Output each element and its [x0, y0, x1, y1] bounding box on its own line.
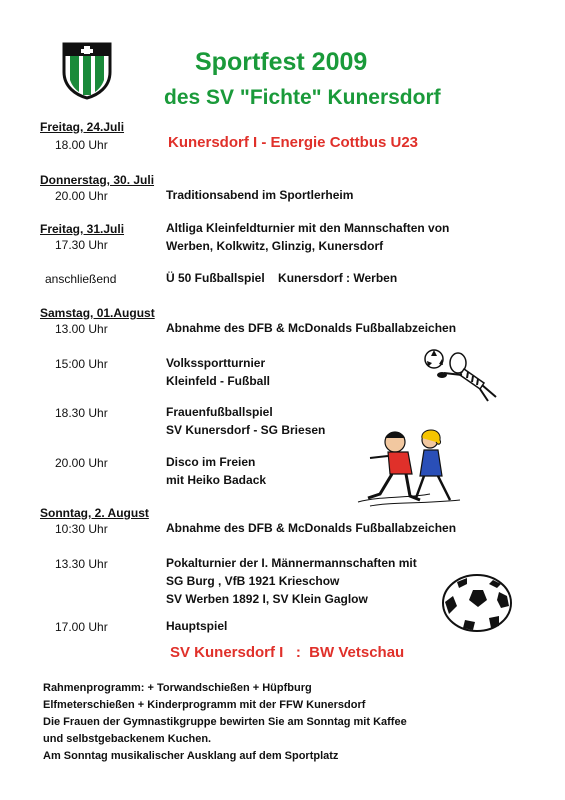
event-time: 18.00 Uhr	[55, 138, 108, 152]
event-text: Altliga Kleinfeldturnier mit den Mannschaften von Werben, Kolkwitz, Glinzig, Kunersdorf	[166, 221, 450, 253]
event-text: Volkssportturnier Kleinfeld - Fußball	[166, 356, 270, 388]
event-time: 13.30 Uhr	[55, 557, 108, 571]
soccer-ball-illustration	[437, 572, 515, 634]
day-heading: Donnerstag, 30. Juli	[40, 173, 155, 187]
club-crest-logo	[62, 42, 112, 100]
footer-notes: Rahmenprogramm: + Torwandschießen + Hüpfburg Elfmeterschießen + Kinderprogramm mit der FFW Kunersdorf Die Frauen der Gymnastikgruppe bewirten Sie am Sonntag mit Kaffee und selbstgebackenem Kuchen. Am Sonntag musikalischer Ausklang auf dem Sportplatz	[43, 682, 407, 762]
event-highlight: Kunersdorf I - Energie Cottbus U23	[168, 134, 419, 151]
event-highlight: SV Kunersdorf I : BW Vetschau	[170, 644, 405, 661]
page-title: Sportfest 2009	[195, 48, 368, 76]
event-text: Traditionsabend im Sportlerheim	[166, 188, 354, 202]
event-text: Pokalturnier der I. Männermannschaften mit SG Burg , VfB 1921 Krieschow SV Werben 1892 I, SV Klein Gaglow	[166, 556, 417, 606]
page-subtitle: des SV "Fichte" Kunersdorf	[164, 86, 441, 109]
event-time: 20.00 Uhr	[55, 456, 108, 470]
event-time: anschließend	[45, 272, 117, 286]
event-text: Abnahme des DFB & McDonalds Fußballabzeichen	[166, 321, 457, 335]
event-time: 15:00 Uhr	[55, 357, 108, 371]
event-text: Abnahme des DFB & McDonalds Fußballabzeichen	[166, 521, 457, 535]
event-time: 13.00 Uhr	[55, 322, 108, 336]
day-heading: Samstag, 01.August	[40, 306, 155, 320]
day-heading: Freitag, 24.Juli	[40, 120, 125, 134]
event-time: 17.30 Uhr	[55, 238, 108, 252]
event-text: Hauptspiel	[166, 619, 228, 633]
soccer-player-illustration	[422, 345, 502, 405]
event-text: Disco im Freien mit Heiko Badack	[166, 455, 267, 487]
event-time: 18.30 Uhr	[55, 406, 108, 420]
dancing-couple-illustration	[350, 428, 480, 508]
event-time: 10:30 Uhr	[55, 522, 108, 536]
event-time: 17.00 Uhr	[55, 620, 108, 634]
event-text: Ü 50 Fußballspiel Kunersdorf : Werben	[166, 271, 398, 285]
day-heading: Freitag, 31.Juli	[40, 222, 125, 236]
event-time: 20.00 Uhr	[55, 189, 108, 203]
event-text: Frauenfußballspiel SV Kunersdorf - SG Briesen	[166, 405, 326, 437]
day-heading: Sonntag, 2. August	[40, 506, 149, 520]
